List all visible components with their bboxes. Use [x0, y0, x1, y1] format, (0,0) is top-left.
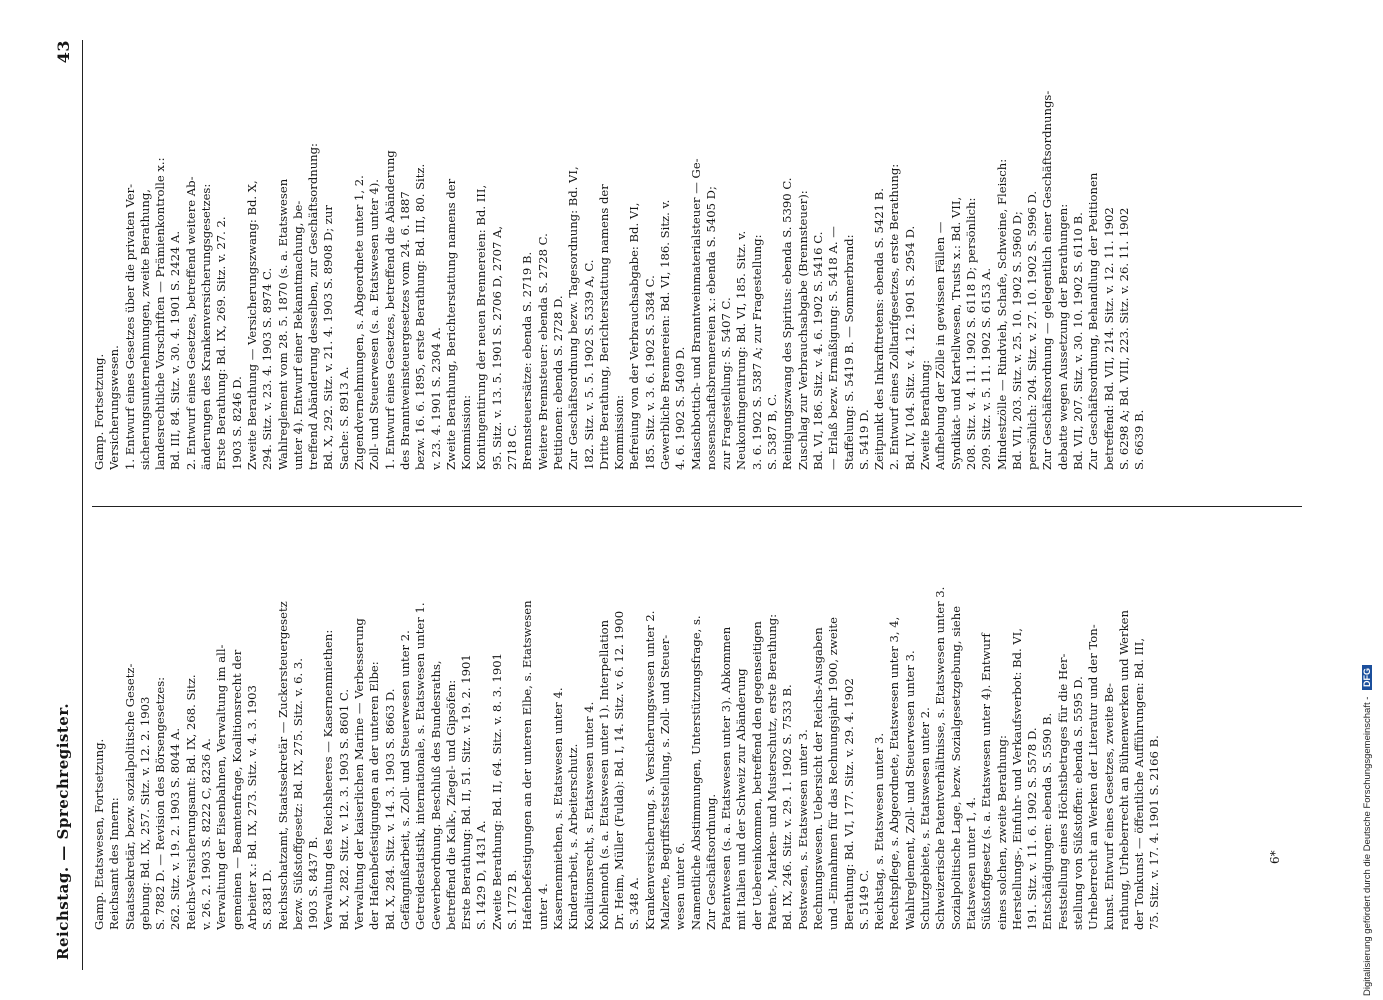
- text-line: 1903 S. 8437 B.: [306, 836, 321, 930]
- text-line: Getreidestatistik, internationale, s. Etatswesen unter 1.: [413, 602, 428, 930]
- text-line: Rechnungswesen. Uebersicht der Reichs-Ausgaben: [810, 627, 825, 930]
- text-line: Kommission:: [612, 395, 627, 470]
- text-line: S. 7882 D. — Revision des Börsengesetzes:: [153, 676, 168, 930]
- text-line: unter 4). Entwurf einer Bekanntmachung, be-: [290, 200, 305, 470]
- text-line: Reinigungszwang des Spiritus: ebenda S. 5390 C.: [780, 177, 795, 470]
- text-line: persönlich: 204. Sitz. v. 27. 10. 1902 S. 5996 D.: [1025, 190, 1040, 470]
- text-line: 1. Entwurf eines Gesetzes, betreffend die Abänderung: [382, 150, 397, 470]
- text-line: Erste Berathung: Bd. II, 51. Sitz. v. 19. 2. 1901: [459, 654, 474, 930]
- text-line: Bd. X, 282. Sitz. v. 12. 3. 1903 S. 8601 C.: [336, 688, 351, 930]
- text-line: 208. Sitz. v. 4. 11. 1902 S. 6118 D; persönlich:: [963, 197, 978, 470]
- text-line: Zur Geschäftsordnung.: [703, 793, 718, 930]
- text-line: Arbeiter x.: Bd. IX, 273. Sitz. v. 4. 3. 1903: [244, 685, 259, 930]
- text-line: nossenschaftsbrennereien x.: ebenda S. 5405 D;: [703, 186, 718, 470]
- text-line: gemeinen — Beamtenfrage, Koalitionsrecht der: [229, 649, 244, 930]
- text-line: Zweite Berathung — Versicherungszwang: Bd. X,: [244, 180, 259, 470]
- text-line: 4. 6. 1902 S. 5409 D.: [673, 346, 688, 470]
- text-line: betreffend: Bd. VII, 214. Sitz. v. 12. 11. 1902: [1101, 207, 1116, 470]
- text-line: Dritte Berathung, Berichterstattung namens der: [596, 184, 611, 470]
- credit-text: Digitalisierung gefördert durch die Deutsche Forschungsgemeinschaft -: [1362, 696, 1373, 996]
- digitization-credit: [1362, 665, 1373, 996]
- text-line: Bd. III, 84. Sitz. v. 30. 4. 1901 S. 2424 A.: [168, 230, 183, 470]
- text-line: Bd. VI, 186. Sitz. v. 4. 6. 1902 S. 5416 C.: [810, 231, 825, 470]
- text-line: sicherungsunternehmungen, zweite Berathung,: [137, 189, 152, 470]
- text-line: 294. Sitz. v. 23. 4. 1903 S. 8974 C.: [260, 267, 275, 470]
- text-line: 262. Sitz. v. 19. 2. 1903 S. 8044 A.: [168, 727, 183, 930]
- text-line: bezw. Süßstoffgesetz: Bd. IX, 275. Sitz. v. 6. 3.: [290, 658, 305, 930]
- text-line: S. 1429 D, 1431 A.: [474, 820, 489, 930]
- text-line: treffend Abänderung desselben, zur Geschäftsordnung:: [306, 143, 321, 470]
- text-line: Syndikat- und Kartellwesen, Trusts x.: Bd. VII,: [948, 196, 963, 470]
- text-line: Kommission:: [459, 395, 474, 470]
- text-line: Süßstoffgesetz (s. a. Etatswesen unter 4). Entwurf: [979, 633, 994, 930]
- text-line: änderungen des Krankenversicherungsgesetzes:: [199, 183, 214, 470]
- text-line: Zeitpunkt des Inkrafttretens: ebenda S. 5421 B.: [872, 188, 887, 470]
- dfg-logo: DFG: [1362, 665, 1372, 690]
- text-line: Patent-, Marken- und Musterschutz, erste Berathung:: [765, 613, 780, 930]
- text-line: 191. Sitz. v. 11. 6. 1902 S. 5578 D.: [1025, 727, 1040, 930]
- text-line: Bd. IX, 246. Sitz. v. 29. 1. 1902 S. 7533 B.: [780, 684, 795, 930]
- text-line: Zweite Berathung:: [918, 360, 933, 470]
- text-line: Gefängnißarbeit, s. Zoll- und Steuerwesen unter 2.: [397, 630, 412, 930]
- text-line: Gewerbliche Brennereien: Bd. VI, 186. Sitz. v.: [657, 199, 672, 470]
- text-line: debatte wegen Aussetzung der Berathungen:: [1055, 203, 1070, 470]
- header-rule: [82, 40, 83, 970]
- text-line: Petitionen: ebenda S. 2728 D.: [550, 295, 565, 470]
- text-line: Gamp. Fortsetzung.: [92, 353, 106, 470]
- text-line: Malzerte, Begriffsfeststellung, s. Zoll- und Steuer-: [657, 634, 672, 930]
- text-line: 2718 C.: [505, 424, 520, 470]
- text-line: Zur Geschäftsordnung — gelegentlich einer Geschäftsordnungs-: [1040, 90, 1055, 470]
- text-line: Brennsteuersätze: ebenda S. 2719 B.: [520, 251, 535, 470]
- text-line: Kasernenmiethen, s. Etatswesen unter 4.: [550, 687, 565, 930]
- text-line: v. 23. 4. 1901 S. 2304 A.: [428, 327, 443, 470]
- text-line: betreffend die Kalk-, Ziegel- und Gipsöfen:: [443, 679, 458, 930]
- text-line: S. 8381 D.: [260, 869, 275, 930]
- text-line: kunst. Entwurf eines Gesetzes, zweite Be-: [1101, 683, 1116, 930]
- text-line: zur Fragestellung: S. 5407 C.: [719, 297, 734, 470]
- text-line: stellung von Süßstoffen: ebenda S. 5595 D.: [1071, 676, 1085, 930]
- text-line: v. 26. 2. 1903 S. 8222 C, 8236 A.: [199, 738, 214, 930]
- text-line: S. 5387 B, C.: [765, 393, 780, 470]
- header-title: Reichstag. — Sprechregister.: [54, 702, 72, 960]
- text-line: — Erlaß bezw. Ermäßigung: S. 5418 A. —: [826, 226, 841, 470]
- text-line: Reichsamt des Innern:: [107, 797, 122, 930]
- text-line: 2. Entwurf eines Gesetzes, betreffend weitere Ab-: [183, 176, 198, 470]
- signature-mark: 6*: [1268, 850, 1282, 864]
- text-line: Zuschlag zur Verbrauchsabgabe (Brennsteuer):: [795, 190, 810, 470]
- text-line: Bd. VII, 207. Sitz. v. 30. 10. 1902 S. 6110 B.: [1071, 212, 1085, 470]
- text-line: 75. Sitz. v. 17. 4. 1901 S. 2166 B.: [1147, 735, 1162, 930]
- text-line: Verwaltung der Eisenbahnen, Verwaltung im all-: [214, 644, 229, 930]
- text-line: S. 6298 A; Bd. VIII, 223. Sitz. v. 26. 11. 1902: [1116, 207, 1131, 470]
- text-line: Neukontingentirung: Bd. VI, 185. Sitz. v.: [734, 230, 749, 470]
- text-line: unter 4.: [535, 883, 550, 930]
- text-line: gebung: Bd. IX, 257. Sitz. v. 12. 2. 1903: [137, 696, 152, 930]
- text-line: 182. Sitz. v. 5. 5. 1902 S. 5339 A, C.: [581, 259, 596, 470]
- text-line: Befreiung von der Verbrauchsabgabe: Bd. VI,: [627, 202, 642, 470]
- text-line: Mindestzölle — Rindvieh, Schafe, Schweine, Fleisch:: [994, 158, 1009, 470]
- text-line: Herstellungs-, Einfuhr- und Verkaufsverbot: Bd. VI,: [1009, 628, 1024, 930]
- text-line: 2. Entwurf eines Zolltarifgesetzes, erste Berathung:: [887, 163, 902, 470]
- text-line: Sozialpolitische Lage, bezw. Sozialgesetzgebung, siehe: [948, 605, 963, 930]
- text-line: Sache: S. 8913 A.: [336, 366, 351, 470]
- text-line: Bd. X, 284. Sitz. v. 14. 3. 1903 S. 8663 D.: [382, 688, 397, 930]
- text-line: Aufhebung der Zölle in gewissen Fällen —: [933, 221, 948, 470]
- text-line: Reichsschatzamt, Staatssekretär — Zuckersteuergesetz: [275, 601, 290, 930]
- text-line: Zoll- und Steuerwesen (s. a. Etatswesen unter 4).: [367, 179, 382, 470]
- text-line: 209. Sitz. v. 5. 11. 1902 S. 6153 A.: [979, 267, 994, 470]
- text-line: Patentwesen (s. a. Etatswesen unter 3). Abkommen: [719, 626, 734, 930]
- text-line: Feststellung eines Höchstbetrages für die Her-: [1055, 653, 1070, 930]
- text-line: Krankenversicherung, s. Versicherungswesen unter 2.: [642, 610, 657, 930]
- text-line: Verwaltung der kaiserlichen Marine — Verbesserung: [352, 618, 367, 930]
- text-line: Postwesen, s. Etatswesen unter 3.: [795, 729, 810, 930]
- text-line: Rechtspflege, s. Abgeordnete, Etatswesen unter 3, 4,: [887, 616, 902, 930]
- text-line: wesen unter 6.: [673, 842, 688, 930]
- text-line: Versicherungswesen.: [107, 345, 122, 470]
- text-line: eines solchen, zweite Berathung:: [994, 735, 1009, 930]
- text-line: Maischbottich- und Branntweinmaterialsteuer — Ge-: [688, 158, 703, 470]
- text-line: Namentliche Abstimmungen, Unterstützungsfrage, s.: [688, 615, 703, 930]
- text-line: der Uebereinkommen, betreffend den gegenseitigen: [749, 621, 764, 930]
- text-line: Erste Berathung: Bd. IX, 269. Sitz. v. 27. 2.: [214, 216, 229, 470]
- text-line: S. 5149 C.: [856, 869, 871, 930]
- text-line: landesrechtliche Vorschriften — Prämienkontrolle x.:: [153, 157, 168, 470]
- text-line: S. 1772 B.: [505, 869, 520, 930]
- text-line: Reichstag, s. Etatswesen unter 3.: [872, 732, 887, 930]
- text-line: 185. Sitz. v. 3. 6. 1902 S. 5384 C.: [642, 275, 657, 470]
- page-number: 43: [53, 40, 73, 64]
- text-line: 1903 S. 8246 D.: [229, 376, 244, 470]
- text-line: Zweite Berathung, Berichterstattung namens der: [443, 178, 458, 470]
- text-line: rathung, Urheberrecht an Bühnenwerken und Werken: [1116, 610, 1131, 930]
- column-right: [92, 0, 1147, 470]
- text-line: mit Italien und der Schweiz zur Abänderung: [734, 668, 749, 930]
- text-line: Staffelung: S. 5419 B. — Sommerbrand:: [841, 234, 856, 470]
- text-line: Etatswesen unter 1, 4.: [963, 797, 978, 930]
- text-line: Bd. X, 292. Sitz. v. 21. 4. 1903 S. 8908 D; zur: [321, 205, 336, 470]
- text-line: Zugendvernehmungen, s. Abgeordnete unter 1, 2.: [352, 175, 367, 470]
- text-line: Verwaltung des Reichsheeres — Kasernenmiethen:: [321, 629, 336, 930]
- text-line: Zweite Berathung: Bd. II, 64. Sitz. v. 8. 3. 1901: [489, 653, 504, 930]
- text-line: Gewerbeordnung. Beschluß des Bundesraths,: [428, 660, 443, 930]
- text-line: 3. 6. 1902 S. 5387 A; zur Fragestellung:: [749, 234, 764, 470]
- text-line: Dr. Heim, Müller (Fulda): Bd. I, 14. Sitz. v. 6. 12. 1900: [612, 610, 627, 930]
- text-line: Schutzgebiete, s. Etatswesen unter 2.: [918, 707, 933, 930]
- text-line: S. 348 A.: [627, 877, 642, 930]
- text-line: Staatssekretär, bezw. sozialpolitische Gesetz-: [122, 663, 137, 930]
- text-line: Zur Geschäftsordnung, Behandlung der Petitionen: [1086, 172, 1101, 470]
- text-line: der Hafenbefestigungen an der unteren Elbe:: [367, 661, 382, 930]
- text-line: Schweizerische Patentverhältnisse, s. Etatswesen unter 3.: [933, 586, 948, 930]
- text-line: Kohlennoth (s. a. Etatswesen unter 1). Interpellation: [596, 619, 611, 930]
- text-line: S. 5419 D.: [856, 409, 871, 470]
- text-line: Urheberrecht an Werken der Literatur und der Ton-: [1086, 624, 1101, 930]
- text-line: der Tonkunst — öffentliche Aufführungen: Bd. III,: [1132, 637, 1147, 930]
- text-line: Koalitionsrecht, s. Etatswesen unter 4.: [581, 701, 596, 930]
- text-line: Kinderarbeit, s. Arbeiterschutz.: [566, 743, 581, 930]
- text-line: Weitere Brennsteuer: ebenda S. 2728 C.: [535, 233, 550, 470]
- text-line: des Branntweinsteuergesetzes vom 24. 6. 1887: [397, 191, 412, 470]
- text-line: Bd. IV, 104. Sitz. v. 4. 12. 1901 S. 2954 D.: [902, 225, 917, 470]
- text-line: Kontingentirung der neuen Brennereien: Bd. III,: [474, 184, 489, 470]
- text-line: und -Einnahmen für das Rechnungsjahr 1900, zweite: [826, 617, 841, 930]
- text-line: bezw. 16. 6. 1895, erste Berathung: Bd. III, 80. Sitz.: [413, 163, 428, 470]
- text-line: Wahlreglement vom 28. 5. 1870 (s. a. Etatswesen: [275, 178, 290, 470]
- running-header: [48, 40, 78, 960]
- text-line: 95. Sitz. v. 13. 5. 1901 S. 2706 D, 2707 A,: [489, 225, 504, 470]
- text-line: Entschädigungen: ebenda S. 5590 B.: [1040, 712, 1055, 930]
- text-line: Reichs-Versicherungsamt: Bd. IX, 268. Sitz.: [183, 674, 198, 930]
- text-line: Gamp. Etatswesen, Fortsetzung.: [92, 738, 106, 930]
- text-line: 1. Entwurf eines Gesetzes über die privaten Ver-: [122, 183, 137, 470]
- text-line: Bd. VII, 203. Sitz. v. 25. 10. 1902 S. 5960 D;: [1009, 211, 1024, 470]
- text-line: Zur Geschäftsordnung bezw. Tagesordnung: Bd. VI,: [566, 166, 581, 470]
- text-line: S. 6639 B.: [1132, 409, 1147, 470]
- text-line: Wahlreglement, Zoll- und Steuerwesen unter 3.: [902, 650, 917, 930]
- text-line: Hafenbefestigungen an der unteren Elbe, s. Etatswesen: [520, 600, 535, 930]
- text-line: Berathung: Bd. VI, 177. Sitz. v. 29. 4. 1902: [841, 678, 856, 930]
